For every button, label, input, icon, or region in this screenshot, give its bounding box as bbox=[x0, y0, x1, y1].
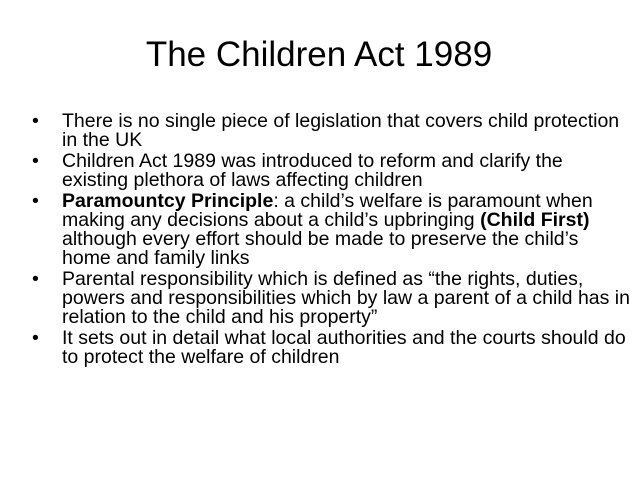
bullet-text: Parental responsibility which is defined as “the rights, duties, powers and responsibilities which by law a parent of a child has in relation to the child and his property” bbox=[62, 268, 630, 328]
paramountcy-principle-term: Paramountcy Principle bbox=[62, 190, 274, 212]
bullet-text: It sets out in detail what local authorities and the courts should do to protect the welfare of children bbox=[62, 327, 626, 368]
bullet-text: Children Act 1989 was introduced to reform and clarify the existing plethora of laws affecting children bbox=[62, 150, 563, 191]
bullet-icon: • bbox=[32, 150, 39, 172]
list-item bbox=[30, 329, 630, 367]
bullet-icon: • bbox=[32, 327, 39, 349]
bullet-text: : a child’s welfare is paramount when making any decisions about a child’s upbringing bbox=[62, 190, 593, 231]
bullet-text: There is no single piece of legislation that covers child protection in the UK bbox=[62, 110, 620, 151]
slide-title: The Children Act 1989 bbox=[145, 35, 493, 74]
bullet-icon: • bbox=[32, 110, 39, 132]
list-item bbox=[30, 152, 630, 190]
bullet-text: although every effort should be made to preserve the child’s home and family links bbox=[62, 228, 579, 269]
list-item bbox=[30, 112, 630, 150]
bullet-icon: • bbox=[32, 268, 39, 290]
bullet-list bbox=[30, 112, 630, 369]
list-item bbox=[30, 192, 630, 268]
list-item bbox=[30, 270, 630, 327]
bullet-icon: • bbox=[32, 190, 39, 212]
child-first-term: (Child First) bbox=[480, 209, 590, 231]
